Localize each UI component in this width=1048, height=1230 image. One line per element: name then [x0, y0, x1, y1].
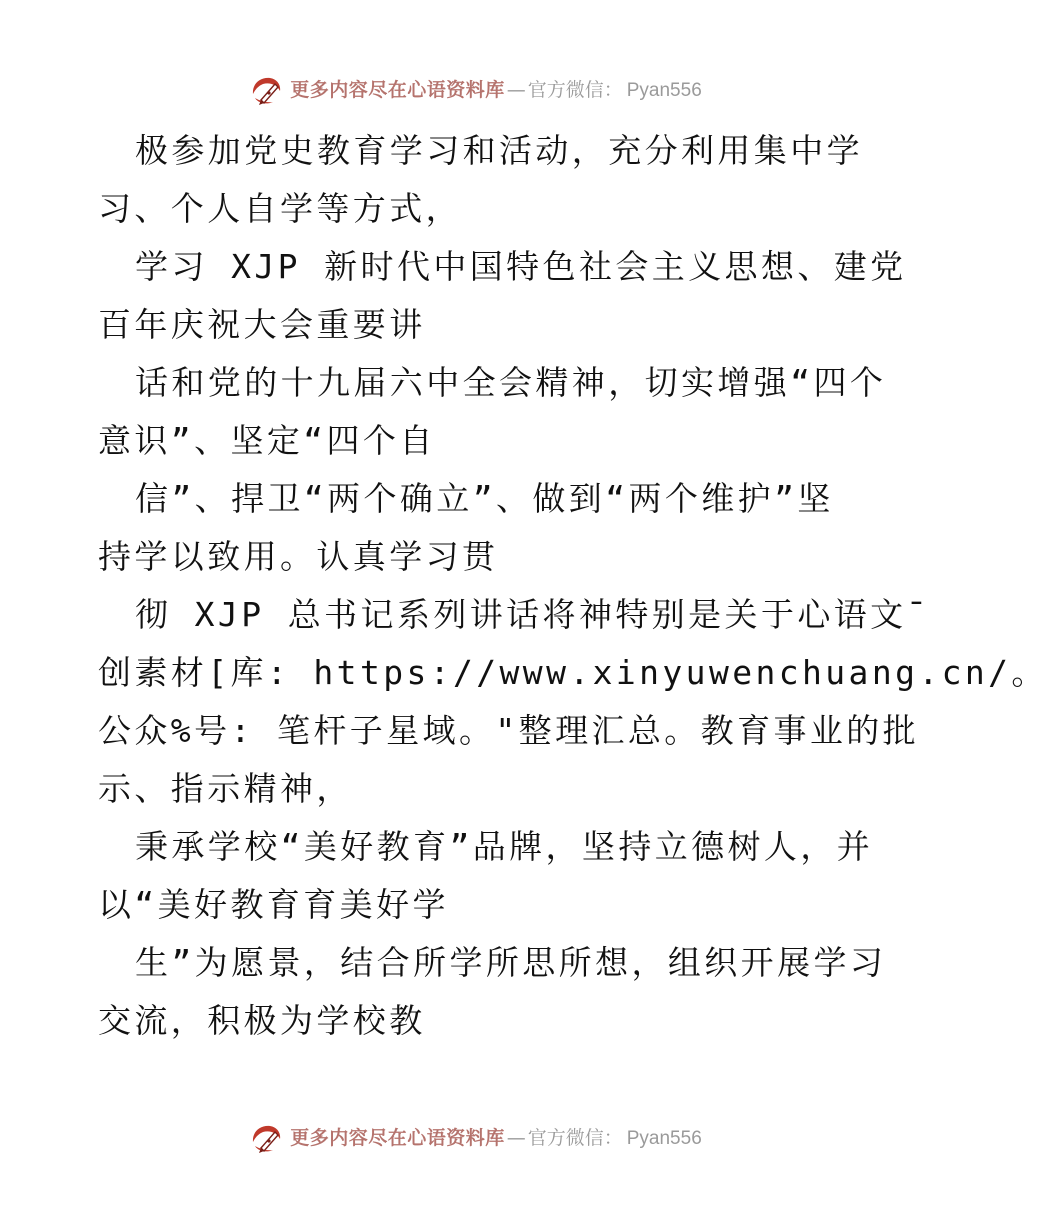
- body-line: 百年庆祝大会重要讲: [98, 305, 426, 344]
- banner-account-id: Pyan556: [626, 1127, 702, 1149]
- body-line: 交流，积极为学校教: [98, 1001, 426, 1040]
- body-line: 彻 XJP 总书记系列讲话将神特别是关于心语文¯: [135, 595, 930, 634]
- footer-banner: [0, 1118, 950, 1158]
- body-line: 公众%号: 笔杆子星域。"整理汇总。教育事业的批: [98, 711, 920, 750]
- pen-nib-logo-icon: [248, 72, 284, 108]
- body-line: 习、个人自学等方式，: [98, 189, 462, 228]
- body-line: 学习 XJP 新时代中国特色社会主义思想、建党: [135, 247, 907, 286]
- header-banner-text: [290, 78, 702, 101]
- banner-dash: —: [506, 78, 526, 101]
- body-line: 生”为愿景，结合所学所思所想，组织开展学习: [135, 943, 887, 982]
- footer-banner-text: [290, 1126, 702, 1149]
- pen-nib-logo-icon: [248, 1120, 284, 1156]
- body-line: 以“美好教育育美好学: [98, 885, 449, 924]
- banner-main-text: 更多内容尽在心语资料库: [290, 78, 505, 101]
- body-line: 创素材[库: https://www.xinyuwenchuang.cn/。: [98, 653, 1048, 692]
- banner-official-label: 官方微信：: [527, 1126, 623, 1149]
- body-line: 持学以致用。认真学习贯: [98, 537, 499, 576]
- body-line: 意识”、坚定“四个自: [98, 421, 436, 460]
- banner-account-id: Pyan556: [626, 79, 702, 101]
- banner-dash: —: [506, 1126, 526, 1149]
- header-banner: [0, 70, 950, 110]
- body-line: 信”、捍卫“两个确立”、做到“两个维护”坚: [135, 479, 834, 518]
- body-line: 话和党的十九届六中全会精神，切实增强“四个: [135, 363, 887, 402]
- body-line: 秉承学校“美好教育”品牌，坚持立德树人，并: [135, 827, 874, 866]
- banner-official-label: 官方微信：: [527, 78, 623, 101]
- body-line: 极参加党史教育学习和活动，充分利用集中学: [135, 131, 863, 170]
- banner-main-text: 更多内容尽在心语资料库: [290, 1126, 505, 1149]
- body-line: 示、指示精神，: [98, 769, 353, 808]
